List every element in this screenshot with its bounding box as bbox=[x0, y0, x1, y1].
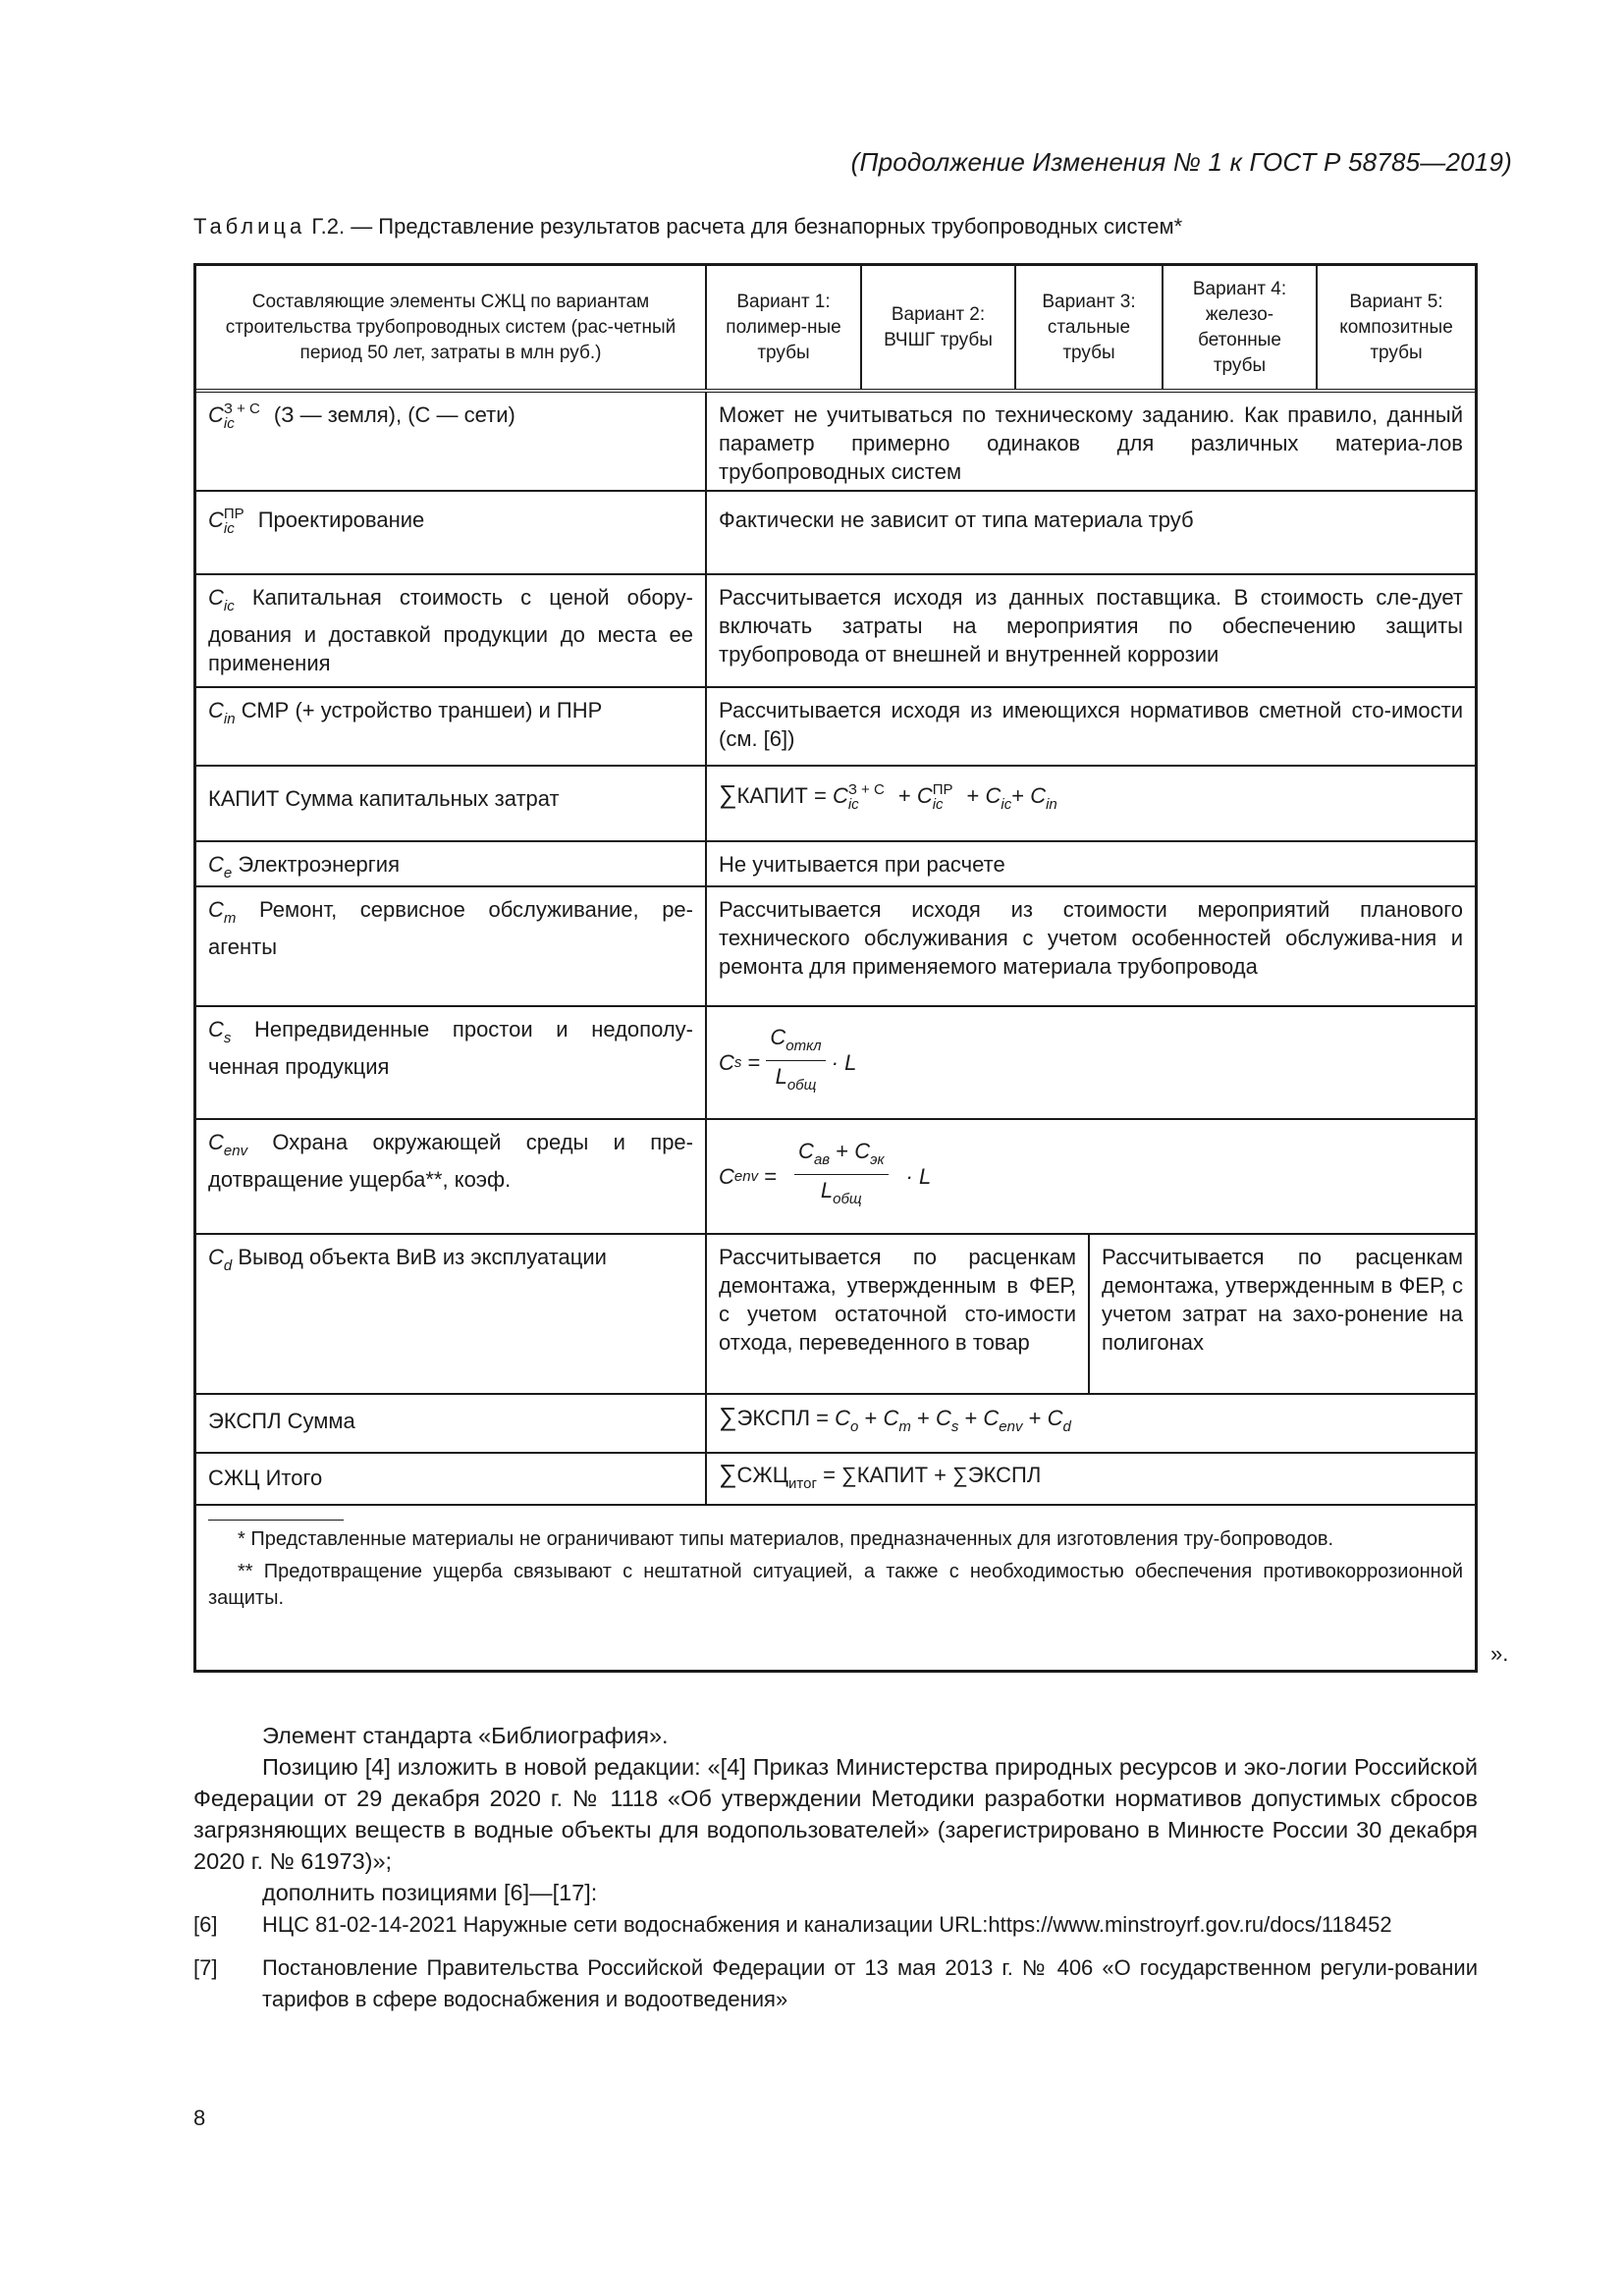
table-row bbox=[196, 1233, 1475, 1393]
bibliography-item bbox=[193, 1909, 1478, 1941]
row-value-variants-1-3: Рассчитывается по расценкам демонтажа, утвержденным в ФЕР, с учетом остаточной сто-имости отхода, переведенного в товар bbox=[707, 1235, 1090, 1393]
table-row bbox=[196, 840, 1475, 885]
table-row bbox=[196, 1005, 1475, 1118]
amendment-text bbox=[193, 1720, 1478, 1908]
bibliography-list bbox=[193, 1909, 1478, 2027]
row-label: C ПР ic Проектирование bbox=[196, 492, 707, 573]
table-caption-text: Г.2. — Представление результатов расчета для безнапорных трубопроводных систем* bbox=[311, 214, 1183, 239]
document-continuation-header: (Продолжение Изменения № 1 к ГОСТ Р 58785—2019) bbox=[850, 147, 1512, 177]
row-value: Рассчитывается исходя из стоимости мероприятий планового технического обслуживания с учетом особенностей обслужива-ния и ремонта для применяемого материала трубопровода bbox=[719, 897, 1463, 979]
row-value: Рассчитывается исходя из имеющихся нормативов сметной сто-имости (см. [6]) bbox=[719, 698, 1463, 751]
cenv-formula: C env = $\frac{C_{ав} + C_{эк}}{L_{общ}}$ · L bbox=[707, 1120, 1475, 1233]
table-row bbox=[196, 490, 1475, 573]
row-label: $C_m$ Ремонт, сервисное обслуживание, ре-агенты bbox=[196, 887, 707, 1005]
paragraph: Позицию [4] изложить в новой редакции: «[4] Приказ Министерства природных ресурсов и эко-логии Российской Федерации от 29 декабря 2020 г. № 1118 «Об утверждении Методики разработки нормативов допустимых сбросов загрязняющих веществ в водные объекты для водопользователей» (зарегистрировано в Минюсте России 30 декабря 2020 г. № 61973)»; bbox=[193, 1754, 1478, 1874]
header-variant-2: Вариант 2: ВЧШГ трубы bbox=[862, 266, 1016, 389]
table-row bbox=[196, 885, 1475, 1005]
bibliography-text: НЦС 81-02-14-2021 Наружные сети водоснабжения и канализации URL:https://www.minstroyrf.gov.ru/docs/118452 bbox=[262, 1912, 1392, 1937]
row-value: Может не учитываться по техническому заданию. Как правило, данный параметр примерно одинаков для различных материа-лов трубопроводных систем bbox=[719, 402, 1463, 484]
split-values bbox=[707, 1235, 1475, 1393]
header-variant-5: Вариант 5: композитные трубы bbox=[1339, 291, 1453, 363]
header-component: Составляющие элементы СЖЦ по вариантам строительства трубопроводных систем (рас-четный период 50 лет, затраты в млн руб.) bbox=[196, 266, 707, 389]
row-label: ЭКСПЛ Сумма bbox=[196, 1395, 707, 1452]
table-caption-prefix: Таблица bbox=[193, 214, 306, 239]
fraction: $\frac{C_{откл}}{L_{общ}}$ bbox=[766, 1026, 825, 1099]
bibliography-text: Постановление Правительства Российской Федерации от 13 мая 2013 г. № 406 «О государственном регули-ровании тарифов в сфере водоснабжения и водоотведения» bbox=[262, 1955, 1478, 2011]
table-row bbox=[196, 765, 1475, 840]
header-variant-3: Вариант 3: стальные трубы bbox=[1016, 266, 1164, 389]
row-label: $C_{env}$ Охрана окружающей среды и пре-дотвращение ущерба**, коэф. bbox=[196, 1120, 707, 1233]
row-value: Рассчитывается исходя из данных поставщика. В стоимость сле-дует включать затраты на мероприятия по обеспечению защиты трубопровода от внешней и внутренней коррозии bbox=[719, 585, 1463, 667]
table-row bbox=[196, 1118, 1475, 1233]
table-row bbox=[196, 686, 1475, 765]
bibliography-item bbox=[193, 1952, 1478, 2015]
cs-formula: C s = $\frac{C_{откл}}{L_{общ}}$ · L bbox=[707, 1007, 1475, 1118]
results-table bbox=[193, 263, 1478, 1673]
page-number: 8 bbox=[193, 2106, 206, 2130]
table-row bbox=[196, 573, 1475, 686]
row-label: $C_s$ Непредвиденные простои и недополу-ченная продукция bbox=[196, 1007, 707, 1118]
paragraph: Элемент стандарта «Библиография». bbox=[262, 1723, 669, 1748]
footnote-rule bbox=[208, 1520, 344, 1521]
footnote-1: * Представленные материалы не ограничивают типы материалов, предназначенных для изготовления тру-бопроводов. bbox=[238, 1528, 1333, 1550]
row-value: Фактически не зависит от типа материала труб bbox=[719, 507, 1194, 532]
table-row bbox=[196, 1452, 1475, 1504]
row-label: СЖЦ Итого bbox=[196, 1454, 707, 1504]
closing-quote: ». bbox=[1490, 1641, 1509, 1666]
szhts-formula: $\sum СЖЦ_{итог}$ = ∑КАПИТ + ∑ЭКСПЛ bbox=[719, 1459, 1042, 1492]
row-label: КАПИТ Сумма капитальных затрат bbox=[196, 767, 707, 840]
ekspl-formula: ∑ЭКСПЛ = $C_o + C_m + C_s + C_{env} + C_d$ bbox=[719, 1402, 1071, 1435]
fraction: $\frac{C_{ав} + C_{эк}}{L_{общ}}$ bbox=[794, 1140, 889, 1213]
row-label: $C_{ic}$ Капитальная стоимость с ценой обору-дования и доставкой продукции до места ее применения bbox=[196, 575, 707, 686]
bibliography-number: [6] bbox=[193, 1912, 218, 1937]
table-caption bbox=[193, 214, 1182, 240]
paragraph: дополнить позициями [6]—[17]: bbox=[262, 1880, 598, 1905]
row-label: $C_{in}$ СМР (+ устройство траншеи) и ПНР bbox=[196, 688, 707, 765]
table-header-row bbox=[196, 266, 1475, 389]
header-variant-1: Вариант 1: полимер-ные трубы bbox=[707, 266, 862, 389]
row-value: Не учитывается при расчете bbox=[719, 852, 1005, 877]
table-footnotes bbox=[196, 1504, 1475, 1670]
row-label: $C_d$ Вывод объекта ВиВ из эксплуатации bbox=[196, 1235, 707, 1393]
table-row bbox=[196, 1393, 1475, 1452]
bibliography-number: [7] bbox=[193, 1955, 218, 1980]
header-variant-4: Вариант 4: железо-бетонные трубы bbox=[1164, 266, 1318, 389]
table-row bbox=[196, 389, 1475, 490]
row-label: C З + С ic (З — земля), (С — сети) bbox=[196, 393, 707, 490]
row-value-variants-4-5: Рассчитывается по расценкам демонтажа, утвержденным в ФЕР, с учетом затрат на захо-ронение на полигонах bbox=[1102, 1245, 1463, 1355]
kapit-formula: ∑КАПИТ = C З + С ic + C ПР ic + $C_{ic}+ C_{in}$ bbox=[719, 779, 1057, 814]
row-label: $C_e$ Электроэнергия bbox=[196, 842, 707, 885]
footnote-2: ** Предотвращение ущерба связывают с нештатной ситуацией, а также с необходимостью обеспечения противокоррозионной защиты. bbox=[208, 1561, 1463, 1609]
